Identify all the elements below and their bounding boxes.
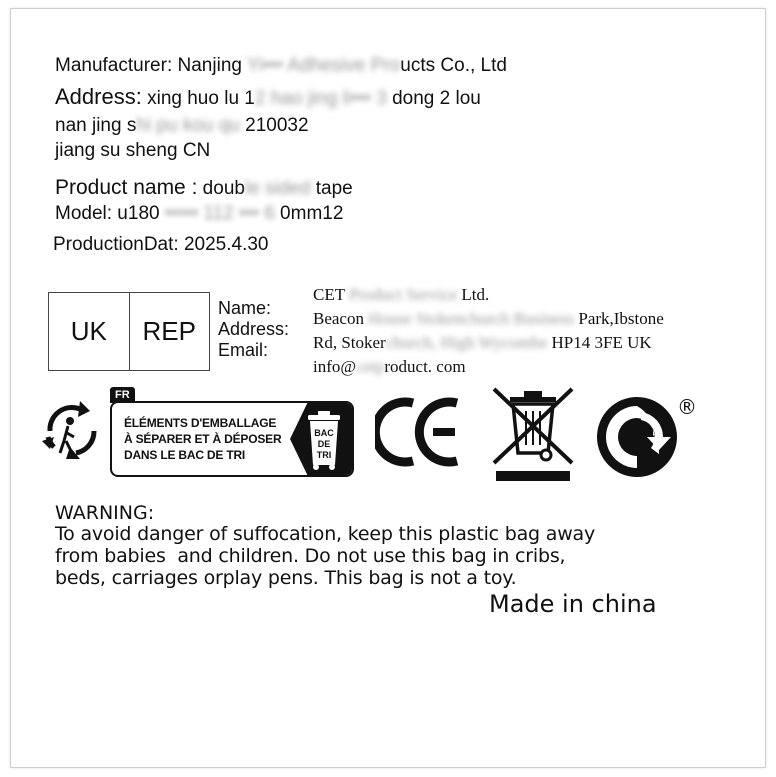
address-text: xing huo lu 1 [141, 88, 255, 109]
address-line-2 [55, 115, 309, 137]
production-date-label: ProductionDat: [53, 234, 179, 255]
fr-line-3: DANS LE BAC DE TRI [124, 448, 246, 462]
sorting-bin-icon [304, 409, 344, 471]
fr-line-1: ÉLÉMENTS D'EMBALLAGE [124, 416, 277, 430]
made-in-text: Made in china [489, 590, 657, 618]
address-label: Address: [55, 84, 142, 109]
warning-text [55, 523, 595, 589]
product-name-redacted: le sided [244, 178, 311, 199]
address-redacted: hi pu kou qu [136, 115, 240, 136]
manufacturer-label: Manufacturer: [55, 55, 173, 76]
green-dot-icon [593, 390, 703, 480]
symbol-row [40, 385, 740, 485]
product-name-value-end: tape [310, 178, 353, 199]
production-date-line [53, 234, 269, 256]
warning-line-2: from babies and children. Do not use this bag in cribs, [55, 545, 566, 567]
fr-tag: FR [110, 387, 135, 403]
address-line-1 [55, 84, 481, 110]
fr-info-panel [110, 401, 354, 477]
registered-mark: ® [677, 395, 697, 419]
bin-text-1: BAC [314, 428, 334, 438]
address-text-end: 210032 [239, 115, 309, 136]
model-redacted: ••••• 112 ••• 6 [159, 203, 281, 224]
manufacturer-redacted: Yi••• Adhesive Pro [241, 55, 401, 76]
fr-info-text [124, 415, 281, 463]
triman-icon [40, 397, 104, 465]
product-name-label: Product name : [55, 176, 198, 199]
ce-mark-icon [375, 397, 465, 467]
address-redacted: 2 hao jing li••• 3 [254, 88, 387, 109]
address-line-3: jiang su sheng CN [55, 140, 211, 161]
bin-text-3: TRI [316, 450, 332, 460]
manufacturer-value-tail: ucts Co., Ltd [400, 55, 507, 76]
uk-rep-box-uk: UK [70, 316, 107, 346]
product-name-line [55, 176, 353, 200]
crossed-bin-icon [488, 385, 578, 485]
address-text-end: dong 2 lou [386, 88, 481, 109]
uk-rep-email: info@cetproduct. com [313, 357, 466, 376]
production-date-value: 2025.4.30 [178, 234, 269, 255]
product-name-value: doub [197, 178, 245, 199]
uk-rep-address-2: Rd, Stokerchurch, High Wycombe HP14 3FE UK [313, 333, 652, 352]
model-label: Model: [55, 203, 113, 224]
model-value: u180 [112, 203, 160, 224]
manufacturer-value: Nanjing [177, 55, 242, 76]
uk-rep-address-1: Beacon House Stokenchurch Business Park,Ibstone [313, 309, 664, 328]
address-text: nan jing s [55, 115, 137, 136]
manufacturer-line [55, 55, 507, 77]
model-line [55, 203, 343, 225]
bin-text-2: DE [317, 439, 331, 449]
uk-rep-labels [218, 298, 289, 361]
warning-line-3: beds, carriages orplay pens. This bag is not a toy. [55, 567, 517, 589]
uk-rep-email-label: Email: [218, 340, 269, 360]
uk-rep-name: CET Product Service Ltd. [313, 285, 490, 304]
uk-rep-box-rep: REP [129, 293, 210, 370]
uk-rep-name-label: Name: [218, 298, 272, 318]
fr-line-2: À SÉPARER ET À DÉPOSER [124, 432, 282, 446]
triman-info-block [110, 387, 356, 479]
model-value-end: 0mm12 [280, 203, 344, 224]
warning-line-1: To avoid danger of suffocation, keep this plastic bag away [55, 523, 596, 545]
uk-rep-details [313, 283, 664, 379]
warning-title: WARNING: [55, 502, 155, 524]
uk-rep-box [48, 292, 210, 371]
uk-rep-address-label: Address: [218, 319, 290, 339]
